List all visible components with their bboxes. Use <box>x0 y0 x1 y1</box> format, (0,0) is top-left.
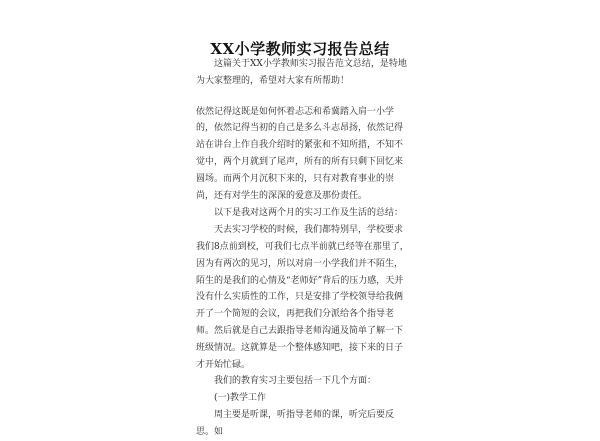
first-day-paragraph: 天去实习学校的时候，我们都特别早，学校要求我们8点前到校，可我们七点半前就已经等在那里了，因为有两次的见习，所以对肩一小学我们并不陌生，陌生的是我们的心情及“老师好”背后的压力感，天并没有什么实质性的工作，只是安排了学校领导给我俩开了一个简短的会议，再把我们分派给各个指导老师。然后就是自己去跟指导老师沟通及简单了解一下班级情况。这就算是一个整体感知吧，接下来的日子才开始忙碌。 <box>196 225 409 370</box>
teaching-paragraph: 周主要是听课，听指导老师的课，听完后要反思。如 <box>196 409 395 437</box>
section-heading-teaching: (一)教学工作 <box>214 393 267 404</box>
aspects-paragraph: 我们的教育实习主要包括一下几个方面： <box>214 376 377 387</box>
document-title: XX小学教师实习报告总结 <box>210 40 390 58</box>
intro-paragraph: 这篇关于XX小学教师实习报告范文总结，是特地为大家整理的，希望对大家有所帮助！ <box>196 59 407 86</box>
summary-lead-paragraph: 以下是我对这两个月的实习工作及生活的总结： <box>214 208 404 219</box>
document-body <box>196 56 410 441</box>
memory-paragraph: 依然记得这既是如何怀着忐忑和希冀踏入肩一小学的，依然记得当初的自己是多么斗志昂扬，依然记得站在讲台上作自我介绍时的紧张和不知所措，不知不觉中，两个月就到了尾声，所有的所有只剩下回忆来圆场。而两个月沉积下来的，只有对教育事业的崇尚，还有对学生的深深的爱意及那份责任。 <box>196 106 404 201</box>
